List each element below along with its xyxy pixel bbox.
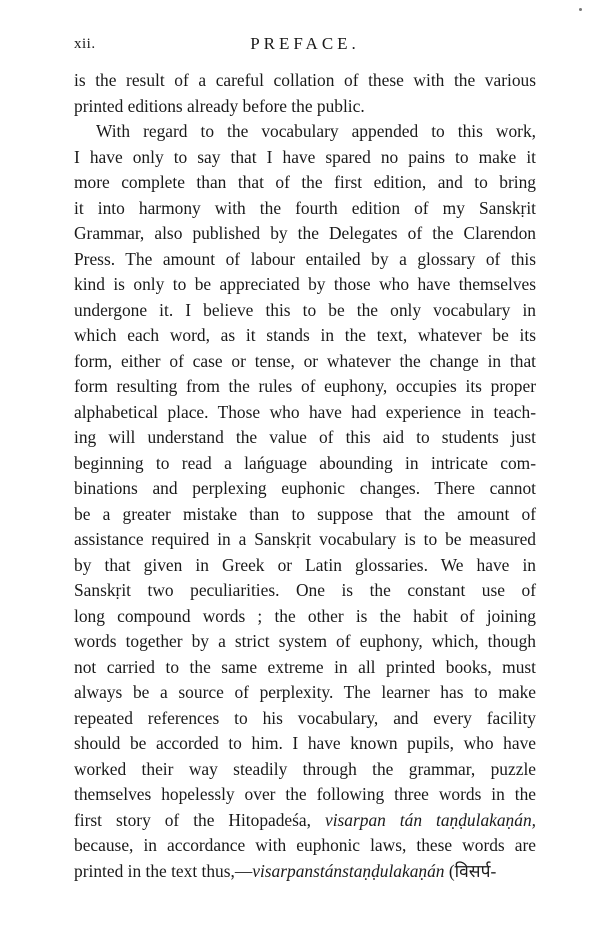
- line-text: printed in the text thus,—: [74, 860, 253, 881]
- text-line: worked their way steadily through the grammar, puzzle: [74, 758, 536, 779]
- text-line: more complete than that of the first edition, and to bring: [74, 172, 536, 192]
- text-line: be a greater mistake than to suppose that the amount of: [74, 503, 536, 524]
- text-line: which each word, as it stands in the text, whatever be its: [74, 325, 536, 345]
- text-line: assistance required in a Sanskṛit vocabulary is to be measured: [74, 529, 536, 549]
- text-line: always be a source of perplexity. The learner has to make: [74, 682, 536, 702]
- text-line: repeated references to his vocabulary, and every facility: [74, 707, 536, 728]
- text-line: it into harmony with the fourth edition of my Sanskṛit: [74, 197, 536, 218]
- text-line: undergone it. I believe this to be the only vocabulary in: [74, 299, 536, 320]
- text-line: kind is only to be appreciated by those who have themselves: [74, 274, 536, 294]
- text-line: Sanskṛit two peculiarities. One is the constant use of: [74, 580, 536, 600]
- line-text: first story of the Hitopadeśa,: [74, 809, 325, 830]
- text-line: [74, 859, 536, 885]
- text-line: [74, 808, 536, 834]
- text-lines: [74, 68, 536, 808]
- text-line: beginning to read a lańguage abounding in intricate com-: [74, 452, 536, 473]
- text-line: because, in accordance with euphonic laws, these words are: [74, 835, 536, 855]
- running-head: PREFACE.: [250, 34, 360, 53]
- text-line: Press. The amount of labour entailed by a glossary of this: [74, 248, 536, 269]
- text-line: long compound words ; the other is the habit of joining: [74, 605, 536, 626]
- text-line: by that given in Greek or Latin glossaries. We have in: [74, 554, 536, 575]
- text-line: ing will understand the value of this aid to students just: [74, 427, 536, 447]
- text-line: not carried to the same extreme in all printed books, must: [74, 656, 536, 677]
- italic-phrase: visarpanstánstaṇḍulakaṇán: [252, 860, 445, 881]
- text-line: themselves hopelessly over the following three words in the: [74, 784, 536, 804]
- devanagari-fragment: (विसर्प-: [444, 860, 497, 881]
- print-speck: [579, 8, 582, 11]
- text-line: With regard to the vocabulary appended to this work,: [96, 121, 536, 141]
- text-line: is the result of a careful collation of these with the various: [74, 70, 536, 90]
- text-line: Grammar, also published by the Delegates of the Clarendon: [74, 223, 536, 243]
- text-line: alphabetical place. Those who have had experience in teach-: [74, 401, 536, 422]
- text-line: should be accorded to him. I have known pupils, who have: [74, 733, 536, 753]
- text-line: form, either of case or tense, or whatever the change in that: [74, 350, 536, 371]
- text-line: form resulting from the rules of euphony, occupies its proper: [74, 376, 536, 396]
- italic-phrase: visarpan tán taṇḍulakaṇán,: [324, 809, 536, 830]
- page-number: xii.: [74, 36, 96, 52]
- text-line: binations and perplexing euphonic changes. There cannot: [74, 478, 536, 498]
- page-header: [74, 34, 536, 56]
- text-line: I have only to say that I have spared no pains to make it: [74, 146, 536, 167]
- text-line: words together by a strict system of euphony, which, though: [74, 631, 536, 651]
- body-text: [74, 68, 536, 884]
- text-line: printed editions already before the public.: [74, 95, 365, 116]
